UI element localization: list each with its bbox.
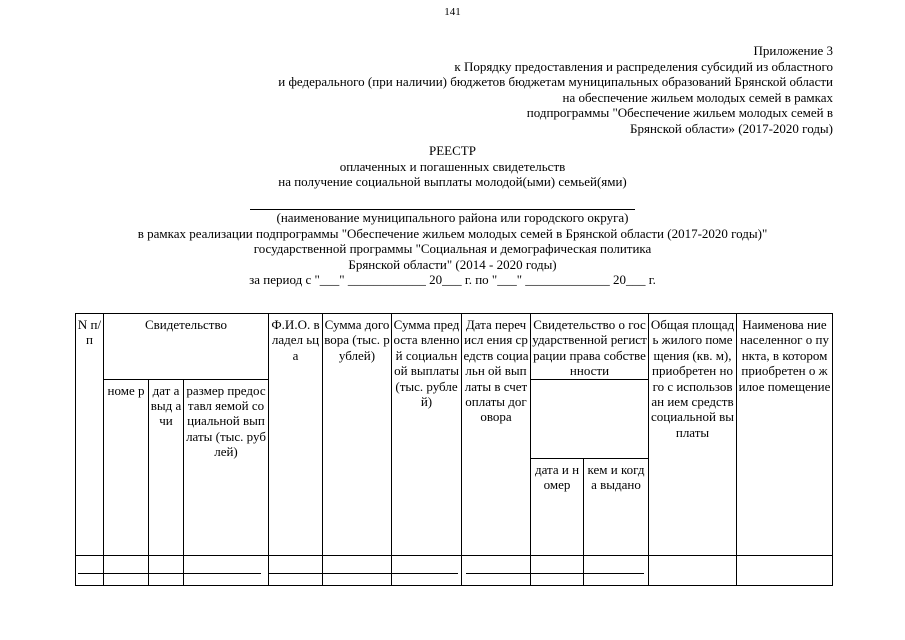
signature-line [268, 573, 458, 574]
table-cell [323, 555, 392, 585]
document-subtitle-line: оплаченных и погашенных свидетельств [339, 158, 566, 174]
program-line: в рамках реализации подпрограммы "Обеспечение жильем молодых семей в Брянской области (2017-2020 годы)" [137, 225, 768, 241]
appendix-header [278, 43, 833, 137]
appendix-line: на обеспечение жильем молодых семей в рамках [562, 89, 833, 105]
appendix-line: подпрограммы "Обеспечение жильем молодых семей в [526, 105, 833, 121]
program-line: Брянской области" (2014 - 2020 годы) [348, 256, 557, 272]
header-registration: Свидетельство о государственной регистрации права собственности [531, 314, 649, 380]
table-cell [76, 555, 104, 585]
table-cell [531, 555, 584, 585]
header-cert-date: дат а выд ачи [149, 379, 184, 555]
table-cell [649, 555, 737, 585]
table-cell [149, 555, 184, 585]
signature-line [78, 573, 261, 574]
header-transfer-date: Дата перечисл ения средств социальн ой выплаты в счет оплаты договора [462, 314, 531, 556]
municipality-caption: (наименование муниципального района или городского округа) [276, 210, 629, 225]
registry-table [75, 313, 833, 586]
program-line: государственной программы "Социальная и демографическая политика [253, 241, 652, 257]
header-settlement: Наименова ние населенног о пункта, в котором приобретен о жилое помещение [737, 314, 833, 556]
table-row [76, 555, 833, 585]
header-owner: Ф.И.О. владел ьца [269, 314, 323, 556]
table-cell [392, 555, 462, 585]
header-cert-amount: размер предоставл яемой социальной выплаты (тыс. рублей) [184, 379, 269, 555]
appendix-line: и федерального (при наличии) бюджетов бюджетам муниципальных образований Брянской области [278, 74, 833, 90]
table-header-row [76, 314, 833, 380]
appendix-line: Приложение 3 [753, 43, 833, 58]
table-cell [462, 555, 531, 585]
document-subtitle-line: на получение социальной выплаты молодой(ыми) семьей(ями) [278, 174, 627, 190]
program-block [0, 210, 905, 288]
document-title: РЕЕСТР [429, 143, 476, 158]
table-cell [269, 555, 323, 585]
appendix-line: Брянской области» (2017-2020 годы) [630, 120, 833, 136]
header-number: N п/п [76, 314, 104, 556]
header-provided-sum: Сумма предоста вленной социальн ой выплаты (тыс. рублей) [392, 314, 462, 556]
header-area: Общая площадь жилого помещения (кв. м), приобретен ного с использован ием средств социальной выплаты [649, 314, 737, 556]
period-line: за период с "___" ____________ 20___ г. по "___" _____________ 20___ г. [249, 272, 656, 288]
table-cell [584, 555, 649, 585]
header-contract-sum: Сумма договора (тыс. рублей) [323, 314, 392, 556]
signature-line [466, 573, 644, 574]
page-number: 141 [444, 6, 461, 18]
appendix-line: к Порядку предоставления и распределения субсидий из областного [454, 58, 833, 74]
header-reg-date-number: дата и номер [531, 458, 584, 555]
header-cert-number: номе р [104, 379, 149, 555]
table-cell [737, 555, 833, 585]
table-cell [104, 555, 149, 585]
table-cell [184, 555, 269, 585]
header-certificate: Свидетельство [104, 314, 269, 380]
header-reg-issuer: кем и когда выдано [584, 458, 649, 555]
document-title-block [0, 143, 905, 190]
